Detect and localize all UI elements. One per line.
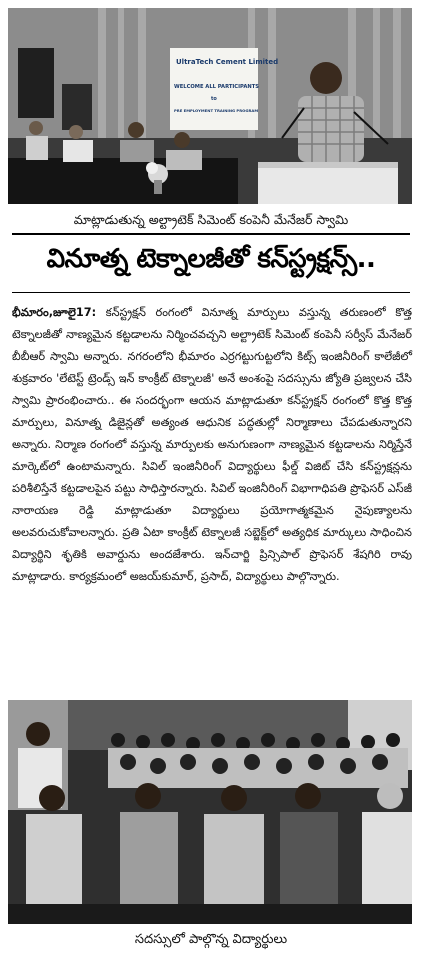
top-photo [8,8,412,204]
banner-line-3: to [211,96,217,102]
headline: వినూత్న టెక్నాలజీతో కన్‌స్ట్రక్షన్స్.. [46,244,376,274]
divider-rule [12,292,410,293]
divider-rule [12,233,410,235]
bottom-photo [8,700,412,924]
audience-scene [8,700,412,924]
head-table [8,158,238,204]
article-body [12,302,412,588]
banner-line-1: UltraTech Cement Limited [176,58,279,66]
top-photo-caption: మాట్లాడుతున్న అల్ట్రాటెక్ సిమెంట్ కంపెనీ మేనేజర్ స్వామి [73,212,349,227]
banner-line-2: WELCOME ALL PARTICIPANTS [174,84,259,90]
banner-line-4: PRE EMPLOYMENT TRAINING PROGRAM [174,108,259,113]
article-text: కన్‌స్ట్రక్షన్ రంగంలో వినూత్న మార్పులు వస్తున్న తరుణంలో కొత్త టెక్నాలజీతో నాణ్యమైన కట్టడాలను నిర్మించవచ్చని అల్ట్రాటెక్ సిమెంట్ కంపెనీ సర్వీస్ మేనేజర్ బీబీఆర్ స్వామి అన్నారు. నగరంలోని భీమారం ఎర్రగట్టుగుట్టలోని కిట్స్ ఇంజినీరింగ్ కాలేజీలో శుక్రవారం 'లేటెస్ట్ ట్రెండ్స్ ఇన్ కాంక్రీట్ టెక్నాలజీ' అనే అంశంపై సదస్సును జ్యోతి ప్రజ్వలన చేసి స్వామి ప్రారంభించారు.. ఈ సందర్భంగా ఆయన మాట్లాడుతూ కన్‌స్ట్రక్షన్ రంగంలో కొత్త కొత్త మార్పులు, వినూత్న డిజైన్లతో అత్యంత ఆధునిక పద్ధతుల్లో నిర్మాణాలు చేపడుతున్నారని అన్నారు. నిర్మాణ రంగంలో వస్తున్న మార్పులకు అనుగుణంగా నాణ్యమైన కట్టడాలను నిర్మిస్తేనే మార్కెట్‌లో ఉంటామన్నారు. సివిల్ ఇంజినీరింగ్ విద్యార్థులు ఫీల్డ్ విజిట్ చేసి కన్‌స్ట్రక్షన్లను పరిశీలిస్తేనే కట్టడాలపైన పట్టు సాధిస్తారన్నారు. సివిల్ ఇంజినీరింగ్ విభాగాధిపతి ప్రొఫెసర్ ఎస్‌జీ నారాయణ రెడ్డి మాట్లాడుతూ విద్యార్థులు ప్రయోగాత్మకమైన నైపుణ్యాలను అలవరుచుకోవాలన్నారు. ప్రతి ఏటా కాంక్రీట్ టెక్నాలజీ సబ్జెక్ట్‌లో అత్యధిక మార్కులు సాధించిన విద్యార్థిని శృతికి అవార్డును అందజేశారు. ఇన్‌చార్జి ప్రిన్సిపాల్ ప్రొఫెసర్ శేషగిరి రావు మాట్లాడారు. కార్యక్రమంలో అజయ్‌కుమార్, ప్రసాద్, విద్యార్థులు పాల్గొన్నారు. [12,306,412,583]
podium [258,162,398,204]
bottom-photo-caption: సదస్సులో పాల్గొన్న విద్యార్థులు [134,932,288,947]
article-dateline: భీమారం,జూలై17: [12,306,97,319]
top-photo-scene [8,8,412,204]
